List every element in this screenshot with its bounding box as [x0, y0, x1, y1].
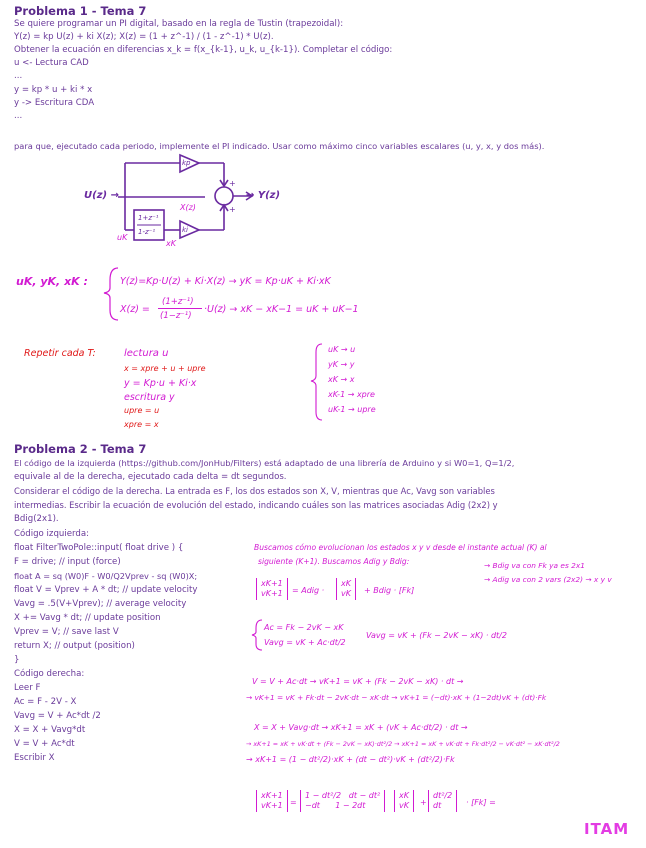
bdig-cell: dt²/2 [433, 791, 453, 800]
diagram-tf-denominator: 1-z⁻¹ [138, 228, 156, 236]
p1-line: y = kp * u + ki * x [14, 85, 93, 95]
code-left-line: } [14, 655, 20, 665]
problem1-title: Problema 1 - Tema 7 [14, 4, 147, 18]
diagram-plus-top: + [229, 179, 236, 188]
bdig-label: + Bdig · [Fk] [364, 586, 415, 595]
code-left-line: X += Vavg * dt; // update position [14, 613, 161, 623]
diagram-tf-numerator: 1+z⁻¹ [138, 214, 159, 222]
final-tail: · [Fk] = [466, 798, 496, 807]
mapping-line: xK-1 → xpre [328, 390, 375, 399]
code-left-line: Vavg = .5(V+Vprev); // average velocity [14, 599, 187, 609]
code-left-line: float FilterTwoPole::input( float drive ) { [14, 543, 184, 553]
eq-x-lhs: X(z) = [120, 304, 150, 315]
mapping-line: uK → u [328, 345, 356, 354]
final-v: vK [399, 801, 409, 810]
code-left-line: Ac = F - 2V - X [14, 697, 77, 707]
eq-x-rhs: ·U(z) → xK − xK−1 = uK + uK−1 [204, 304, 359, 315]
v-derivation-line: → vK+1 = vK + Fk·dt − 2vK·dt − xK·dt → vK+1 = (−dt)·xK + (1−2dt)vK + (dt)·Fk [246, 693, 547, 702]
diagram-ki-label: ki [182, 226, 188, 234]
note-line: Buscamos cómo evolucionan los estados x y v desde el instante actual (K) al [254, 543, 547, 552]
adig-row [305, 801, 380, 811]
code-left-line: F = drive; // input (force) [14, 557, 121, 567]
adig-cell: 1 − 2dt [335, 801, 366, 810]
v-derivation-line: V = V + Ac·dt → vK+1 = vK + (Fk − 2vK − xK) · dt → [252, 677, 464, 686]
bdig-vector [428, 790, 457, 812]
state-v: vK [341, 589, 351, 598]
final-equals: = [290, 798, 297, 807]
adig-cell: 1 − dt²/2 [305, 791, 342, 800]
code-left-line: X = X + Vavg*dt [14, 725, 86, 735]
eq-y-relation: Y(z)=Kp·U(z) + Ki·X(z) → yK = Kp·uK + Ki·xK [120, 276, 331, 287]
code-left-line: Leer F [14, 683, 41, 693]
diagram-xk-label: xK [166, 239, 176, 248]
p2-line: El código de la izquierda (https://github.com/JonHub/Filters) está adaptado de una librería de Arduino y si W0=1, Q=1/2, [14, 458, 515, 468]
diagram-xz-label: X(z) [180, 203, 196, 212]
code-line: y = Kp·u + Ki·x [124, 378, 197, 389]
note-line: → Bdig va con Fk ya es 2x1 [484, 561, 585, 570]
code-line: xpre = x [124, 420, 159, 429]
mapping-line: uK-1 → upre [328, 405, 376, 414]
p1-line: ... [14, 71, 23, 81]
code-left-line: return X; // output (position) [14, 641, 135, 651]
bdig-cell: dt [433, 801, 442, 810]
p1-line: Se quiere programar un PI digital, basado en la regla de Tustin (trapezoidal): [14, 19, 344, 29]
acc-equation: Ac = Fk − 2vK − xK [264, 623, 344, 632]
code-line: escritura y [124, 392, 175, 403]
diagram-kp-label: kp [182, 159, 191, 167]
final-plus: + [420, 798, 427, 807]
x-derivation-line: → xK+1 = (1 − dt²/2)·xK + (dt − dt²)·vK + (dt²/2)·Fk [246, 755, 455, 764]
code-left-line: Vprev = V; // save last V [14, 627, 119, 637]
note-line: → Adig va con 2 vars (2x2) → x y v [484, 575, 612, 584]
state-x: xK [341, 579, 351, 588]
adig-cell: dt − dt² [348, 791, 381, 800]
vavg-substituted: Vavg = vK + (Fk − 2vK − xK) · dt/2 [366, 631, 507, 640]
code-left-line: float A = sq (W0)F - W0/Q2Vprev - sq (W0)X; [14, 571, 198, 581]
state-next-v: vK+1 [261, 589, 283, 598]
code-line: x = xpre + u + upre [124, 364, 206, 373]
p1-line: Y(z) = kp U(z) + ki X(z); X(z) = (1 + z^-1) / (1 - z^-1) * U(z). [14, 32, 274, 42]
code-left-line: Vavg = V + Ac*dt /2 [14, 711, 101, 721]
p2-line: Bdig(2x1). [14, 514, 59, 524]
x-derivation-line: → xK+1 = xK + vK·dt + (Fk − 2vK − xK)·dt²/2 → xK+1 = xK + vK·dt + Fk·dt²/2 − vK·dt² − xK·dt²/2 [246, 740, 560, 748]
itam-logo: ITAM [584, 820, 630, 838]
repeat-label: Repetir cada T: [24, 348, 96, 359]
final-next-x: xK+1 [261, 791, 283, 800]
diagram-uk-label: uK [117, 233, 128, 242]
problem2-title: Problema 2 - Tema 7 [14, 442, 147, 456]
final-state-next-vector [256, 790, 288, 812]
p2-line: Considerar el código de la derecha. La entrada es F, los dos estados son X, V, mientras que Ac, Vavg son variables [14, 486, 495, 496]
diagram-input-label: U(z) → [84, 190, 119, 201]
code-line: lectura u [124, 348, 169, 359]
mapping-line: yK → y [328, 360, 355, 369]
p1-line: u <- Lectura CAD [14, 58, 89, 68]
p1-line: ... [14, 111, 23, 121]
code-left-line: Escribir X [14, 753, 55, 763]
adig-cell: −dt [305, 801, 320, 810]
p1-line: y -> Escritura CDA [14, 98, 95, 108]
adig-row [305, 791, 380, 801]
eq-x-numerator: (1+z⁻¹) [162, 297, 194, 307]
adig-matrix [300, 790, 385, 812]
p2-line: equivale al de la derecha, ejecutado cada delta = dt segundos. [14, 472, 287, 482]
x-derivation-line: X = X + Vavg·dt → xK+1 = xK + (vK + Ac·dt/2) · dt → [254, 723, 468, 732]
code-left-line: Código izquierda: [14, 529, 90, 539]
eq-x-denominator: (1−z⁻¹) [160, 311, 192, 321]
final-next-v: vK+1 [261, 801, 283, 810]
final-x: xK [399, 791, 409, 800]
code-left-line: V = V + Ac*dt [14, 739, 75, 749]
final-state-vector [394, 790, 414, 812]
adig-label: = Adig · [292, 586, 325, 595]
code-left-line: Código derecha: [14, 669, 85, 679]
vavg-equation: Vavg = vK + Ac·dt/2 [264, 638, 346, 647]
note-line: siguiente (K+1). Buscamos Adig y Bdig: [258, 557, 410, 566]
mapping-line: xK → x [328, 375, 355, 384]
diagram-plus-bottom: + [229, 205, 236, 214]
eq-variables-prefix: uK, yK, xK : [16, 275, 88, 288]
p1-line: para que, ejecutado cada periodo, implemente el PI indicado. Usar como máximo cinco variables escalares (u, y, x, y dos más). [14, 141, 545, 151]
p1-line: Obtener la ecuación en diferencias x_k = f(x_{k-1}, u_k, u_{k-1}). Completar el código: [14, 45, 393, 55]
code-line: upre = u [124, 406, 160, 415]
diagram-output-label: → Y(z) [246, 190, 281, 201]
p2-line: intermedias. Escribir la ecuación de evolución del estado, indicando cuáles son las matrices asociadas Adig (2x2) y [14, 500, 498, 510]
state-next-x: xK+1 [261, 579, 283, 588]
code-left-line: float V = Vprev + A * dt; // update velocity [14, 585, 198, 595]
